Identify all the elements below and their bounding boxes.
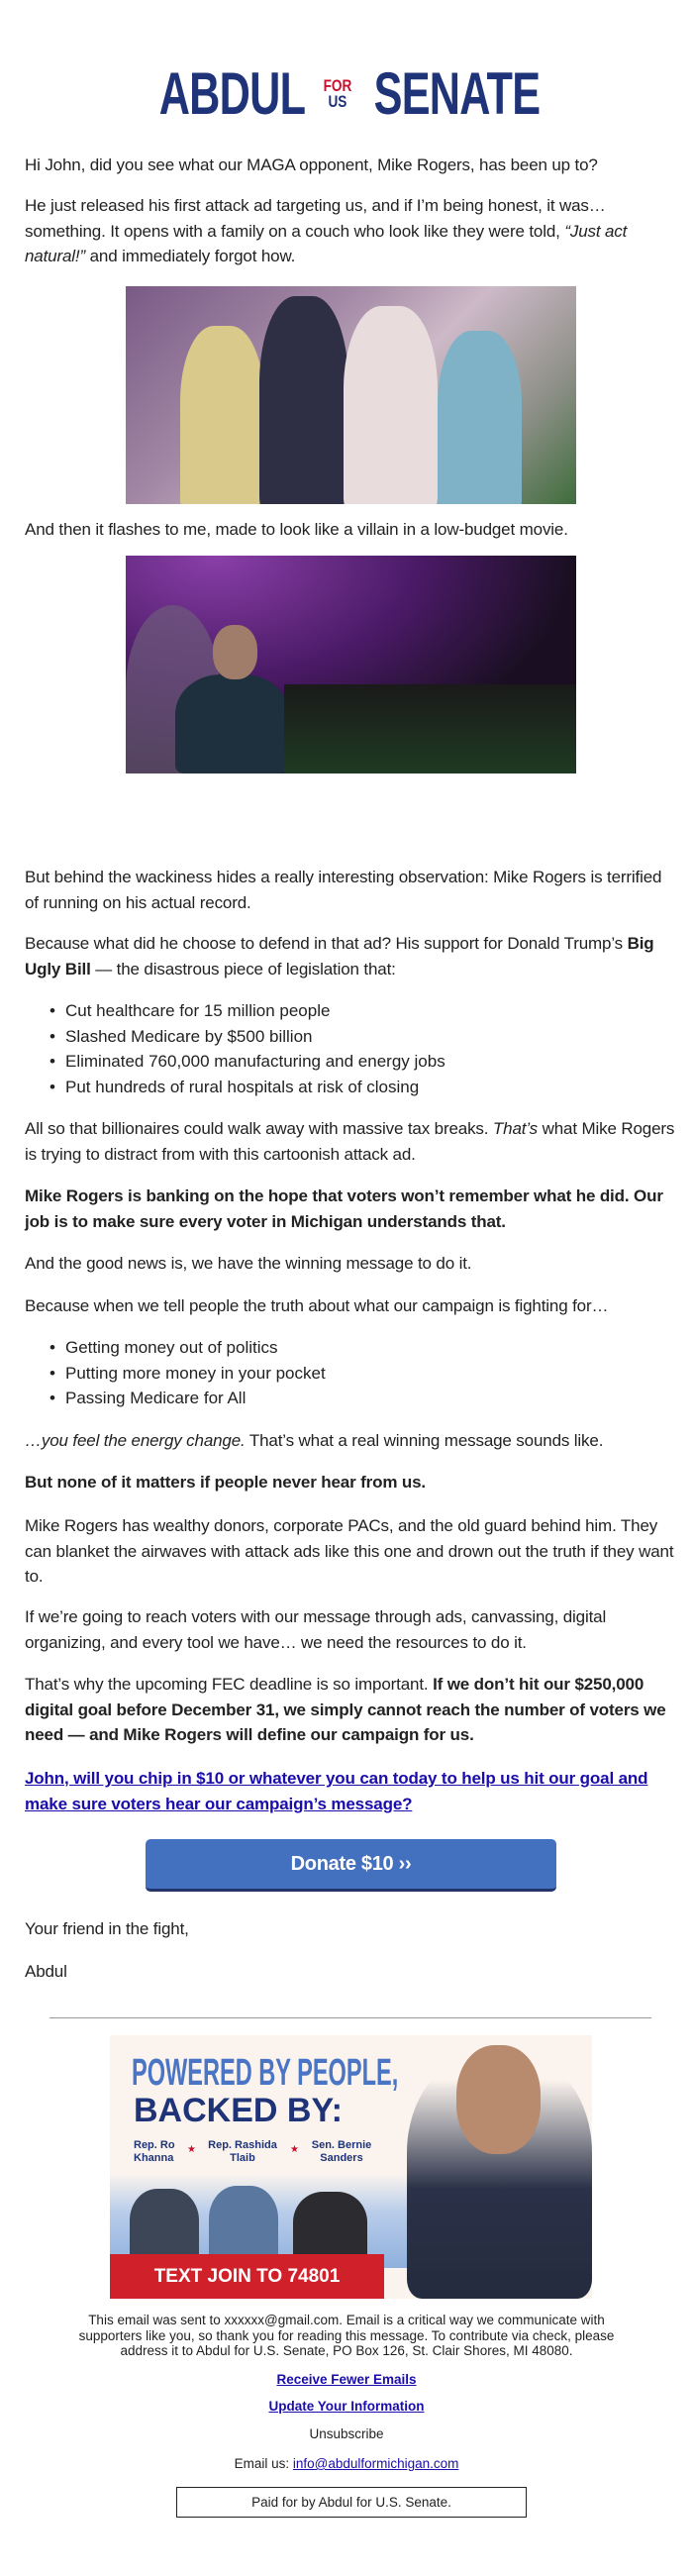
star-icon: ★ [187, 2144, 196, 2155]
text: — the disastrous piece of legislation that: [90, 959, 396, 979]
figure [344, 306, 438, 504]
endorser-sanders: Sen. Bernie Sanders [311, 2139, 372, 2164]
dark-landscape [284, 684, 576, 773]
email-label: Email us: [234, 2456, 293, 2471]
abdul-face [456, 2045, 541, 2154]
text: Because what did he choose to defend in that ad? His support for Donald Trump’s [25, 934, 628, 953]
chip-in-link[interactable]: John, will you chip in $10 or whatever you can today to help us hit our goal and make sure voters hear our campaign’s message? [25, 1769, 648, 1813]
footer-links-2 [59, 2399, 634, 2415]
receive-fewer-emails-link[interactable]: Receive Fewer Emails [276, 2372, 417, 2387]
campaign-logo [158, 60, 541, 127]
list-item: • Put hundreds of rural hospitals at risk of closing [25, 1075, 658, 1100]
bold-text: Big Ugly Bill [25, 934, 654, 979]
logo-us: US [328, 92, 347, 111]
update-information-link[interactable]: Update Your Information [268, 2399, 425, 2414]
list-item: • Eliminated 760,000 manufacturing and energy jobs [25, 1049, 658, 1075]
divider [50, 2017, 651, 2018]
figure-head [213, 625, 257, 679]
figure [259, 296, 348, 504]
quote: “Just act natural!” [25, 221, 628, 265]
endorser-tlaib: Rep. Rashida Tlaib [208, 2139, 277, 2164]
cta-paragraph [25, 1766, 678, 1816]
figure [438, 331, 522, 504]
banking-paragraph: Mike Rogers is banking on the hope that voters won’t remember what he did. Our job is to make sure every voter in Michigan understands that. [25, 1186, 663, 1231]
footer-links-1 [59, 2372, 634, 2388]
logo-senate: SENATE [373, 60, 541, 127]
logo-for-us [324, 78, 352, 110]
text: All so that billionaires could walk away with massive tax breaks. [25, 1119, 493, 1138]
family-on-couch-image [126, 286, 576, 504]
villain-ad-image [126, 556, 576, 773]
list-item: • Cut healthcare for 15 million people [25, 998, 658, 1024]
italic-text: That’s [492, 1119, 539, 1138]
list-item: • Getting money out of politics [25, 1335, 658, 1361]
figure [180, 326, 264, 504]
unsubscribe-link[interactable]: Unsubscribe [309, 2426, 384, 2441]
footer-notice: This email was sent to xxxxxx@gmail.com. Email is a critical way we communicate with supporters like you, so thank you for reading this message. To contribute via check, please address it to Abdul for U.S. Senate, PO Box 126, St. Clair Shores, MI 48080. [78, 2313, 615, 2358]
footer-email [59, 2456, 634, 2472]
list-item: • Putting more money in your pocket [25, 1361, 658, 1387]
truth-paragraph: Because when we tell people the truth about what our campaign is fighting for… [25, 1296, 609, 1315]
energy-paragraph [25, 1428, 678, 1454]
fec-deadline-paragraph [25, 1672, 678, 1748]
text-join-bar: TEXT JOIN TO 74801 [110, 2254, 384, 2299]
text: He just released his first attack ad targeting us, and if I’m being honest, it was… something. It opens with a family on a couch who look like they were told, [25, 196, 606, 241]
text: and immediately forgot how. [85, 247, 296, 265]
big-ugly-bill-paragraph [25, 931, 678, 981]
list-item: • Passing Medicare for All [25, 1386, 658, 1411]
banner-subheadline: BACKED BY: [134, 2092, 343, 2129]
figure [175, 674, 289, 773]
list-item: • Slashed Medicare by $500 billion [25, 1024, 658, 1050]
good-news-paragraph: And the good news is, we have the winning message to do it. [25, 1254, 472, 1273]
campaign-priorities-list [25, 1335, 658, 1411]
logo-for: FOR [323, 76, 352, 95]
wealthy-donors-paragraph: Mike Rogers has wealthy donors, corporate PACs, and the old guard behind him. They can blanket the airwaves with attack ads like this one and drown out the truth if they want to. [25, 1516, 674, 1586]
email-link[interactable]: info@abdulformichigan.com [292, 2456, 459, 2471]
text: That’s what a real winning message sounds like. [245, 1431, 604, 1450]
endorsement-banner[interactable] [110, 2035, 592, 2299]
bold-text: If we don’t hit our $250,000 digital goal before December 31, we simply cannot reach the number of voters we need — and Mike Rogers will define our campaign for us. [25, 1675, 666, 1744]
italic-text: …you feel the energy change. [25, 1431, 246, 1450]
signature: Abdul [25, 1962, 67, 1981]
villain-paragraph: And then it flashes to me, made to look like a villain in a low-budget movie. [25, 520, 568, 539]
paid-for-disclaimer: Paid for by Abdul for U.S. Senate. [176, 2487, 527, 2518]
endorser-khanna: Rep. Ro Khanna [134, 2139, 175, 2164]
banner-headline: POWERED BY PEOPLE, [132, 2052, 399, 2094]
logo-abdul: ABDUL [158, 60, 306, 127]
text: That’s why the upcoming FEC deadline is so important. [25, 1675, 434, 1694]
none-matters-paragraph: But none of it matters if people never hear from us. [25, 1473, 426, 1492]
star-icon: ★ [290, 2144, 299, 2155]
text: what Mike Rogers is trying to distract from with this cartoonish attack ad. [25, 1119, 675, 1164]
resources-paragraph: If we’re going to reach voters with our message through ads, canvassing, digital organizing, and every tool we have… we need the resources to do it. [25, 1607, 607, 1652]
greeting-paragraph: Hi John, did you see what our MAGA opponent, Mike Rogers, has been up to? [25, 155, 598, 174]
tax-breaks-paragraph [25, 1116, 678, 1167]
attack-ad-paragraph [25, 193, 678, 269]
donate-button[interactable]: Donate $10 ›› [146, 1839, 556, 1892]
bill-impacts-list [25, 998, 658, 1099]
signoff: Your friend in the fight, [25, 1919, 189, 1938]
observation-paragraph: But behind the wackiness hides a really interesting observation: Mike Rogers is terrified of running on his actual record. [25, 868, 662, 912]
